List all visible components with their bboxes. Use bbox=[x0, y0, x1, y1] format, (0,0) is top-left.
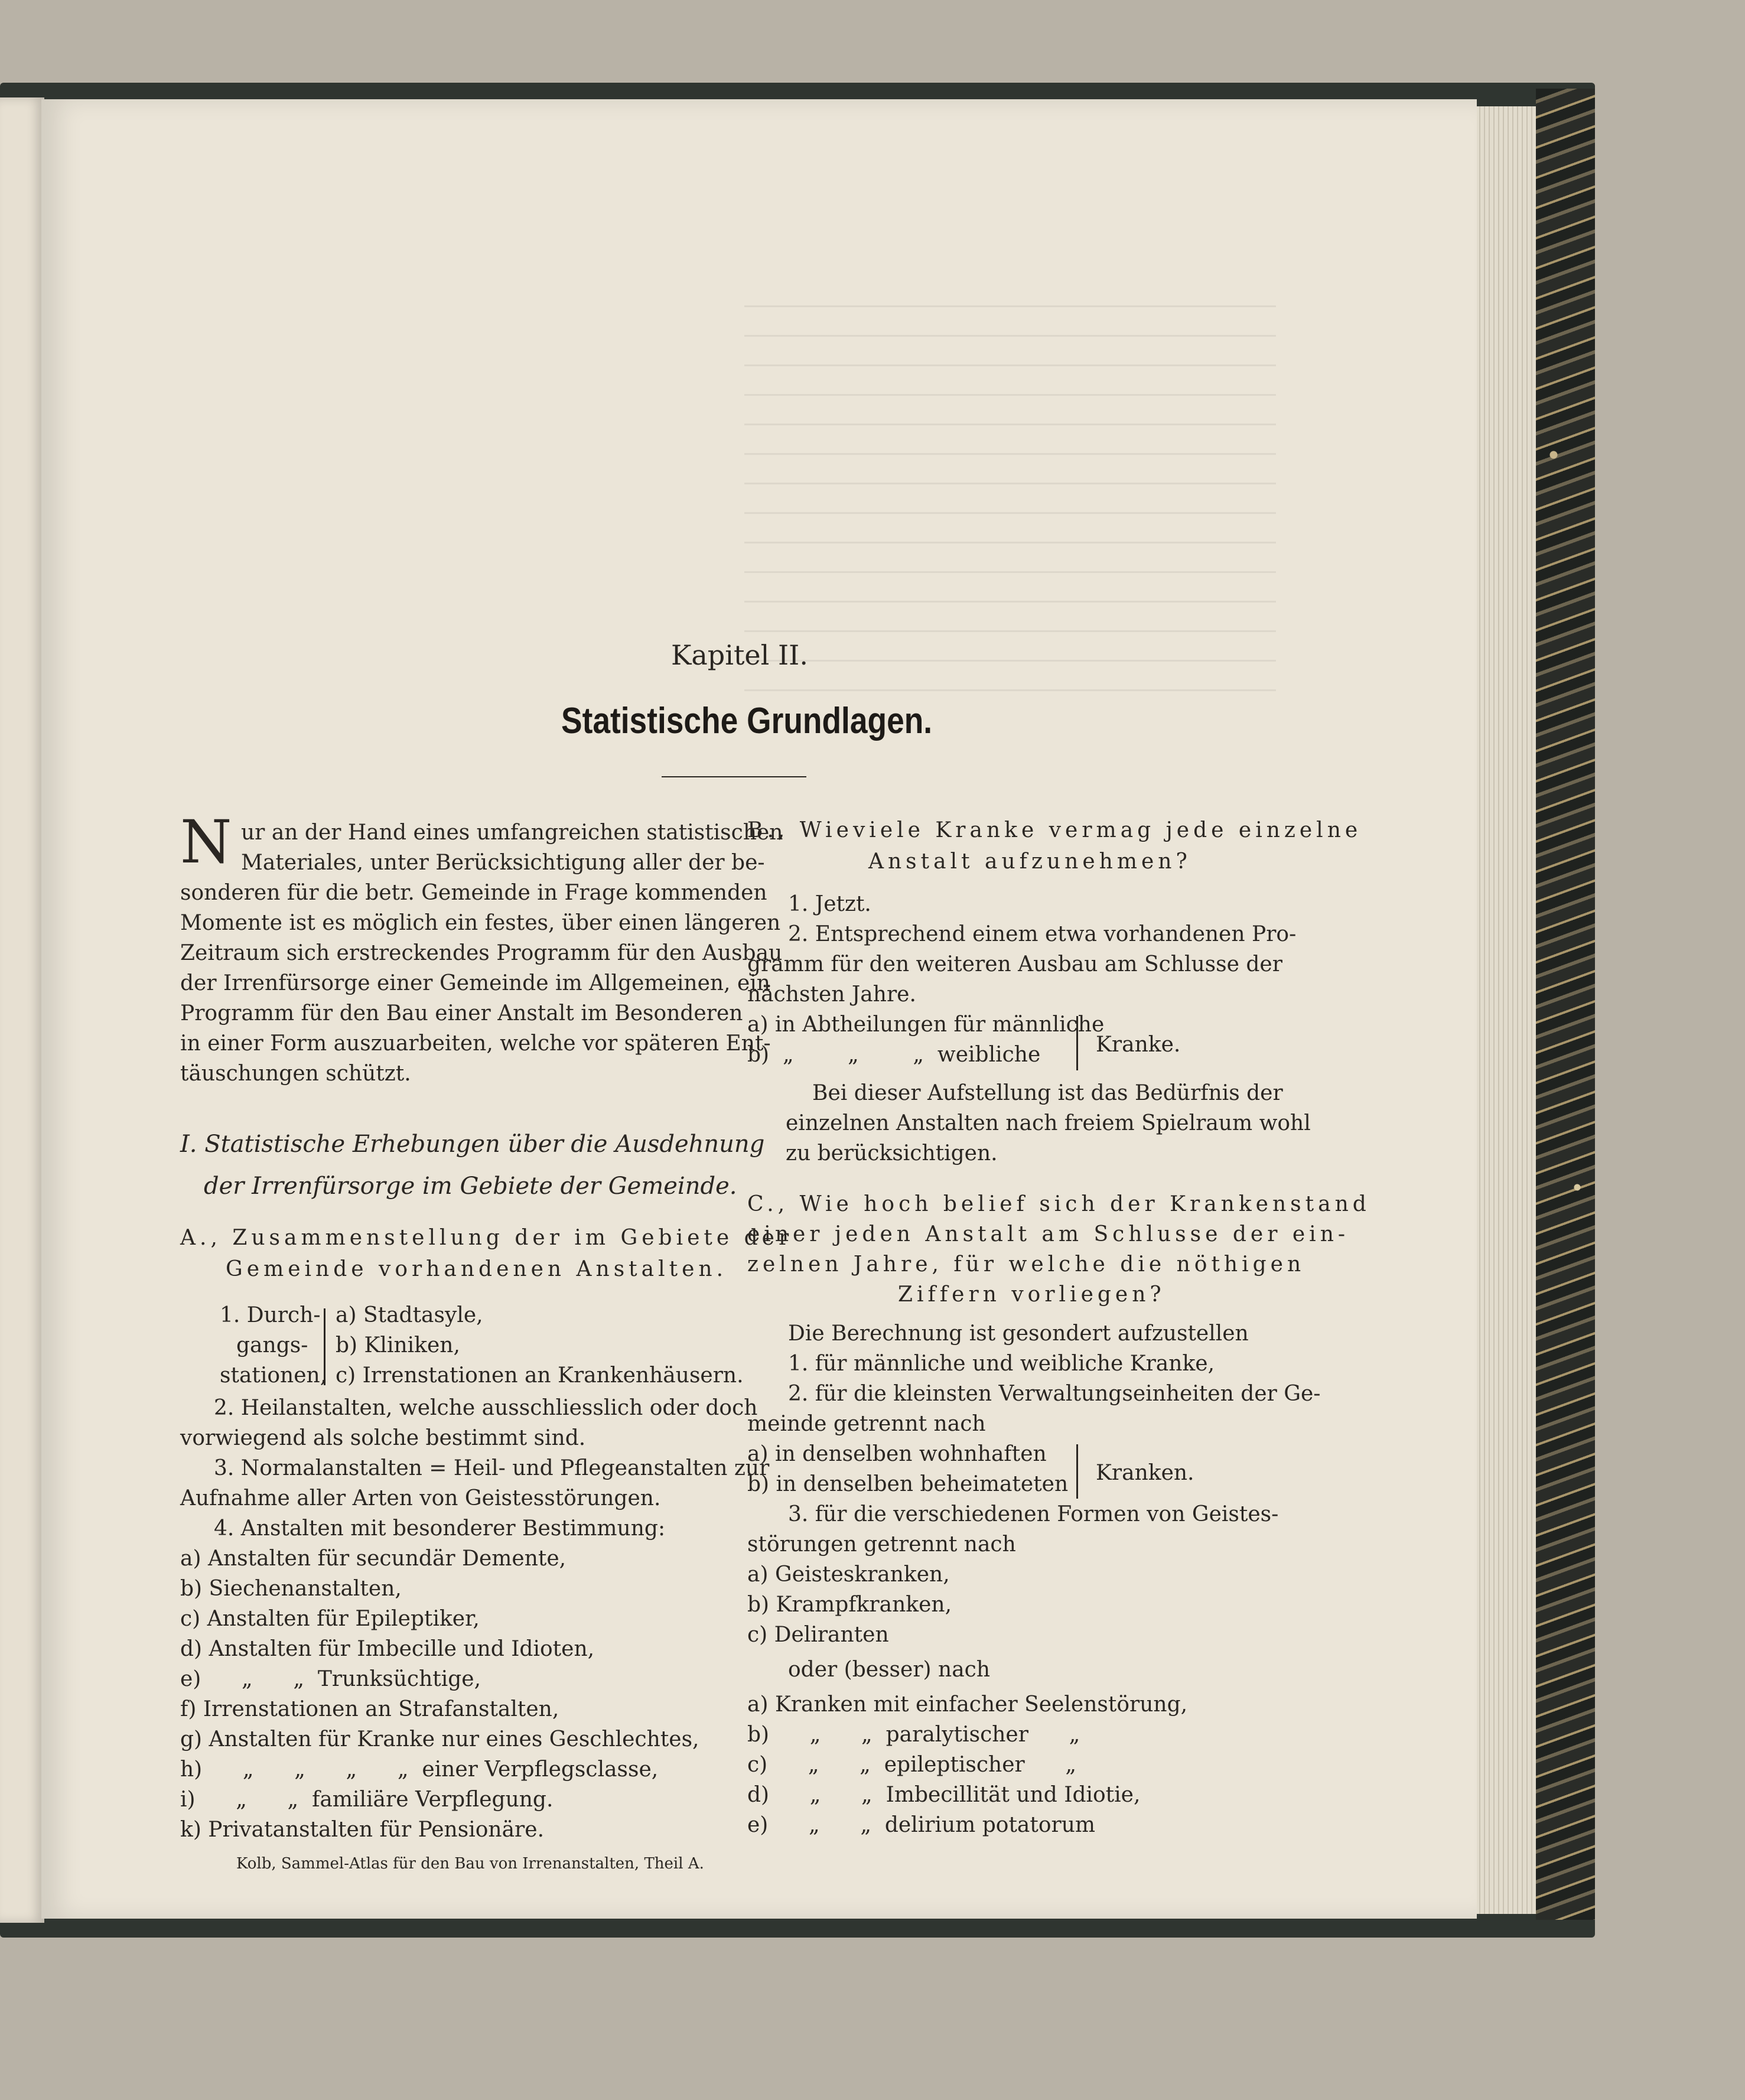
brace bbox=[324, 1308, 331, 1385]
subsection-B-heading: Anstalt aufzunehmen? bbox=[868, 849, 1191, 874]
page-stack-edge bbox=[1471, 106, 1536, 1914]
note-line: zu berücksichtigen. bbox=[786, 1141, 998, 1165]
brace bbox=[1070, 1444, 1078, 1499]
brace-label: Kranken. bbox=[1096, 1461, 1194, 1485]
intro-line: Materiales, unter Berücksichtigung aller der be- bbox=[241, 851, 765, 875]
list-line: gramm für den weiteren Ausbau am Schlusse der bbox=[747, 952, 1282, 976]
list-line: d) Anstalten für Imbecille und Idioten, bbox=[180, 1637, 595, 1661]
list-line: b) Krampfkranken, bbox=[747, 1593, 952, 1617]
item1-sub: a) Stadtasyle, bbox=[336, 1303, 483, 1327]
list-line: d) „ „ Imbecillität und Idiotie, bbox=[747, 1783, 1141, 1807]
left-page-edge bbox=[0, 97, 44, 1923]
list-line: 1. für männliche und weibliche Kranke, bbox=[788, 1352, 1215, 1376]
list-line: meinde getrennt nach bbox=[747, 1412, 986, 1436]
list-line: a) Anstalten für secundär Demente, bbox=[180, 1546, 567, 1571]
brace-item: a) in Abtheilungen für männliche bbox=[747, 1012, 1105, 1037]
intro-line: der Irrenfürsorge einer Gemeinde im Allgemeinen, ein bbox=[180, 971, 770, 995]
subsection-C-heading: zelnen Jahre, für welche die nöthigen bbox=[747, 1252, 1306, 1277]
list-line: i) „ „ familiäre Verpflegung. bbox=[180, 1788, 554, 1812]
section-heading: der Irrenfürsorge im Gebiete der Gemeinde. bbox=[204, 1173, 737, 1200]
note-line: Bei dieser Aufstellung ist das Bedürfnis der bbox=[812, 1081, 1283, 1105]
list-line: h) „ „ „ „ einer Verpflegsclasse, bbox=[180, 1757, 659, 1782]
list-line: 2. für die kleinsten Verwaltungseinheiten der Ge- bbox=[788, 1382, 1321, 1406]
intro-line: in einer Form auszuarbeiten, welche vor späteren Ent- bbox=[180, 1031, 771, 1056]
list-line: Die Berechnung ist gesondert aufzustellen bbox=[788, 1321, 1249, 1346]
list-line: b) Siechenanstalten, bbox=[180, 1577, 402, 1601]
list-line: 2. Entsprechend einem etwa vorhandenen Pro- bbox=[788, 922, 1297, 946]
intro-line: ur an der Hand eines umfangreichen statistischen bbox=[241, 821, 783, 845]
page-title: Statistische Grundlagen. bbox=[561, 701, 933, 741]
list-line: e) „ „ Trunksüchtige, bbox=[180, 1667, 481, 1691]
marbled-cover-edge bbox=[1536, 89, 1595, 1920]
list-line: a) Geisteskranken, bbox=[747, 1562, 950, 1587]
intro-line: Momente ist es möglich ein festes, über einen längeren bbox=[180, 911, 781, 935]
brace-label: Kranke. bbox=[1096, 1033, 1181, 1057]
bleed-through-text bbox=[744, 278, 1276, 691]
list-line: c) Deliranten bbox=[747, 1623, 889, 1647]
intro-line: Programm für den Bau einer Anstalt im Besonderen bbox=[180, 1001, 743, 1025]
title-rule bbox=[662, 776, 806, 777]
intro-line: täuschungen schützt. bbox=[180, 1062, 411, 1086]
list-line: Aufnahme aller Arten von Geistesstörungen. bbox=[180, 1486, 661, 1510]
list-line: k) Privatanstalten für Pensionäre. bbox=[180, 1818, 545, 1842]
item1-label: gangs- bbox=[236, 1333, 308, 1357]
subsection-A-heading: Gemeinde vorhandenen Anstalten. bbox=[226, 1257, 728, 1281]
list-line: 4. Anstalten mit besonderer Bestimmung: bbox=[214, 1516, 666, 1541]
subsection-C-heading: einer jeden Anstalt am Schlusse der ein- bbox=[747, 1222, 1350, 1246]
item1-sub: b) Kliniken, bbox=[336, 1333, 460, 1357]
brace-item: b) „ „ „ weibliche bbox=[747, 1043, 1041, 1067]
chapter-label: Kapitel II. bbox=[671, 639, 808, 671]
brace-item: a) in denselben wohnhaften bbox=[747, 1442, 1047, 1466]
page-footer: Kolb, Sammel-Atlas für den Bau von Irrenanstalten, Theil A. bbox=[236, 1855, 704, 1873]
list-line: störungen getrennt nach bbox=[747, 1532, 1016, 1557]
list-line: 1. Jetzt. bbox=[788, 892, 871, 916]
brace bbox=[1070, 1016, 1078, 1070]
item1-sub: c) Irrenstationen an Krankenhäusern. bbox=[336, 1363, 744, 1388]
list-line: g) Anstalten für Kranke nur eines Geschlechtes, bbox=[180, 1727, 699, 1751]
brace-item: b) in denselben beheimateten bbox=[747, 1472, 1069, 1496]
subsection-C-heading: C., Wie hoch belief sich der Krankenstand bbox=[747, 1192, 1370, 1216]
item1-label: stationen, bbox=[220, 1363, 327, 1388]
list-line: b) „ „ paralytischer „ bbox=[747, 1723, 1080, 1747]
intro-line: Zeitraum sich erstreckendes Programm für den Ausbau bbox=[180, 941, 783, 965]
intro-line: sonderen für die betr. Gemeinde in Frage kommenden bbox=[180, 881, 767, 905]
subsection-C-heading: Ziffern vorliegen? bbox=[898, 1282, 1165, 1307]
list-line: 3. für die verschiedenen Formen von Geistes- bbox=[788, 1502, 1279, 1526]
item1-label: 1. Durch- bbox=[220, 1303, 321, 1327]
note-line: einzelnen Anstalten nach freiem Spielraum wohl bbox=[786, 1111, 1311, 1135]
list-line: a) Kranken mit einfacher Seelenstörung, bbox=[747, 1692, 1188, 1717]
section-heading: I. Statistische Erhebungen über die Ausdehnung bbox=[180, 1131, 765, 1158]
subsection-B-heading: B., Wieviele Kranke vermag jede einzelne bbox=[747, 818, 1362, 842]
list-line: 2. Heilanstalten, welche ausschliesslich oder doch bbox=[214, 1396, 758, 1420]
list-line: c) Anstalten für Epileptiker, bbox=[180, 1607, 480, 1631]
list-line: nächsten Jahre. bbox=[747, 982, 916, 1007]
list-line: f) Irrenstationen an Strafanstalten, bbox=[180, 1697, 559, 1721]
list-line: c) „ „ epileptischer „ bbox=[747, 1753, 1077, 1777]
list-line: 3. Normalanstalten = Heil- und Pflegeanstalten zur bbox=[214, 1456, 770, 1480]
drop-cap: N bbox=[180, 808, 232, 877]
list-line: e) „ „ delirium potatorum bbox=[747, 1813, 1096, 1837]
subsection-A-heading: A., Zusammenstellung der im Gebiete der bbox=[180, 1226, 793, 1250]
list-line: oder (besser) nach bbox=[788, 1658, 991, 1682]
list-line: vorwiegend als solche bestimmt sind. bbox=[180, 1426, 586, 1450]
